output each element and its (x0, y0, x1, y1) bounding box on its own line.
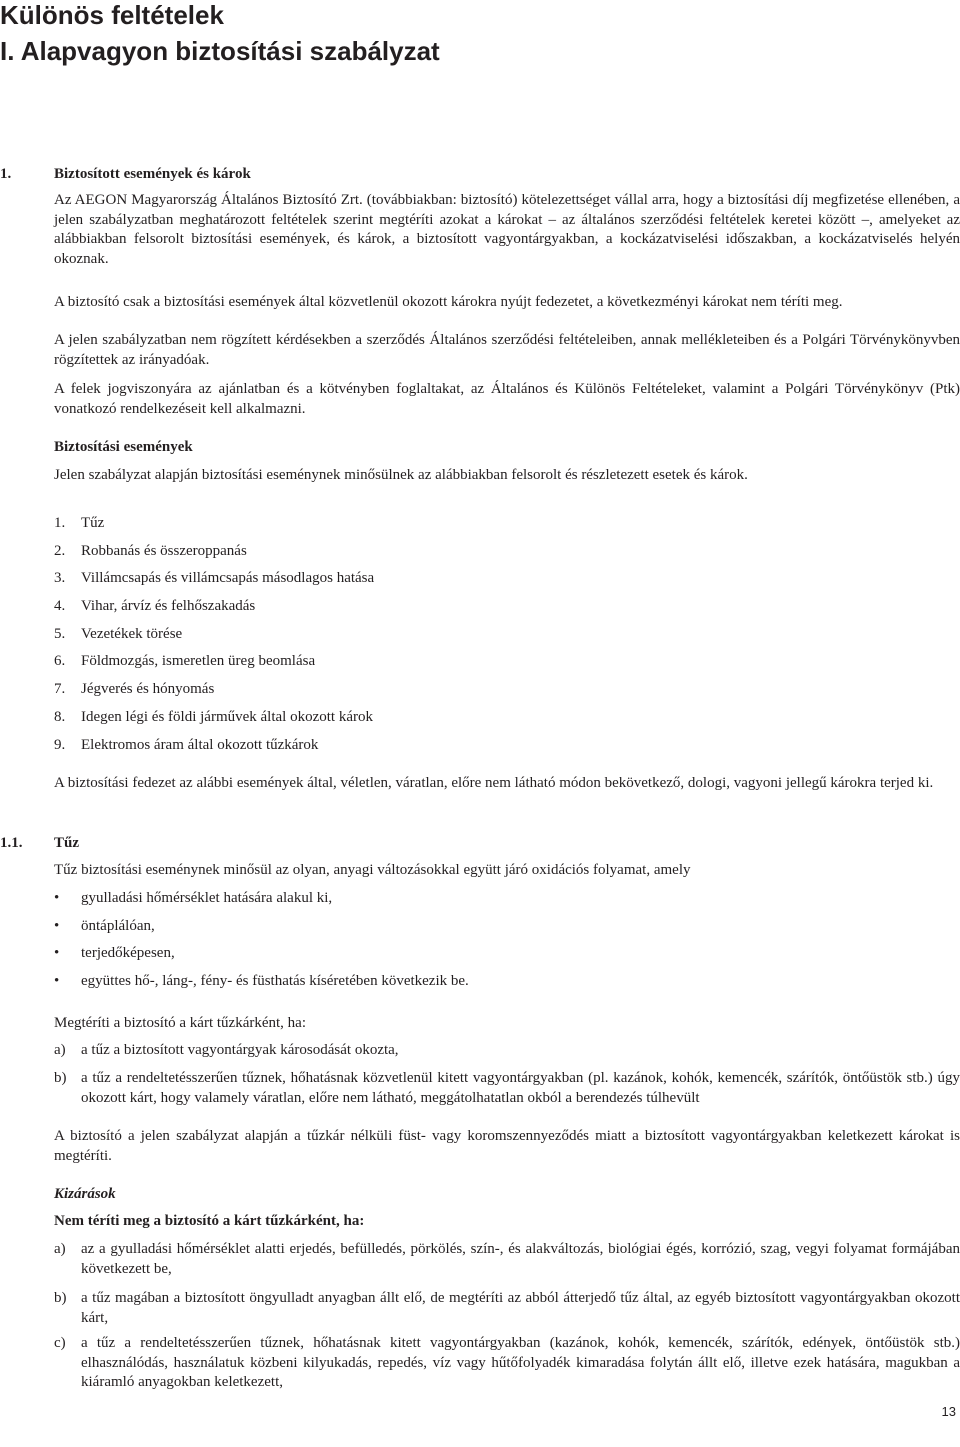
page-number: 13 (941, 1404, 956, 1419)
list-item: 3. Villámcsapás és villámcsapás másodlagos hatása (54, 570, 375, 587)
list-item: 8. Idegen légi és földi járművek által okozott károk (54, 708, 373, 725)
list-item: 5. Vezetékek törése (54, 625, 183, 642)
list-item: • öntáplálóan, (54, 917, 155, 934)
section-1-1-heading-text: Tűz (54, 835, 80, 851)
list-item: 4. Vihar, árvíz és felhőszakadás (54, 598, 256, 615)
fire-criteria-list (54, 889, 469, 1000)
list-item: • gyulladási hőmérséklet hatására alakul ki, (54, 890, 333, 906)
list-item: • terjedőképesen, (54, 945, 175, 962)
section-title: I. Alapvagyon biztosítási szabályzat (0, 36, 440, 66)
not-pays-item-a: a) az a gyulladási hőmérséklet alatti erjedés, befülledés, pörkölés, szín-, és alakváltozás, biológiai égés, korrózió, szag, vegyi folyamat formájában következett be, (54, 1241, 960, 1277)
section-1-heading (0, 165, 251, 185)
direct-damage-paragraph: A biztosító csak a biztosítási események által közvetlenül okozott károkra nyújt fedezetet, a következményi károkat nem téríti meg. (54, 294, 843, 310)
section-1-number: 1. (0, 166, 12, 182)
exclusions-heading: Kizárások (54, 1186, 116, 1202)
bullet-icon: • (54, 945, 60, 962)
events-list (54, 514, 374, 763)
list-item: 1. Tűz (54, 515, 105, 531)
intro-paragraph: Az AEGON Magyarország Általános Biztosító Zrt. (továbbiakban: biztosító) kötelezettséget vállal arra, hogy a biztosítási díj megfizetése ellenében, a jelen szabályzatban meghatározott feltételek szerint megtéríti azokat a károkat – az általános szerződési feltételek keretei között –, amelyeket az alábbiakban felsorolt biztosítási események, és károk, a biztosított vagyontárgyakban, a kockázatviselési időszakban, a kockázatviselés helyén okoznak. (54, 192, 960, 267)
section-1-heading-text: Biztosított események és károk (54, 166, 251, 182)
unregulated-questions-paragraph: A jelen szabályzatban nem rögzített kérdésekben a szerződés Általános szerződési feltételeiben, annak mellékleteiben és a Polgári Törvénykönyvben rögzítettek az irányadóak. (54, 332, 960, 368)
section-1-1-heading (0, 834, 79, 854)
events-intro: Jelen szabályzat alapján biztosítási eseménynek minősülnek az alábbiakban felsorolt és részletezett esetek és károk. (54, 467, 748, 483)
list-item: • együttes hő-, láng-, fény- és füsthatás kíséretében következik be. (54, 973, 469, 990)
bullet-icon: • (54, 890, 60, 906)
legal-relationship-paragraph: A felek jogviszonyára az ajánlatban és a kötvényben foglaltakat, az Általános és Különös Feltételeket, valamint a Polgári Törvénykönyv (Ptk) vonatkozó rendelkezéseit kell alkalmazni. (54, 381, 960, 417)
pays-item-a: a) a tűz a biztosított vagyontárgyak károsodását okozta, (54, 1042, 399, 1058)
list-item: 6. Földmozgás, ismeretlen üreg beomlása (54, 653, 316, 670)
section-1-1-number: 1.1. (0, 835, 23, 851)
pays-intro: Megtéríti a biztosító a kárt tűzkárként, ha: (54, 1015, 306, 1031)
page-title: Különös feltételek (0, 0, 224, 30)
coverage-paragraph: A biztosítási fedezet az alábbi események által, véletlen, váratlan, előre nem látható módon bekövetkező, dologi, vagyoni jellegű károkra terjed ki. (54, 775, 934, 791)
bullet-icon: • (54, 917, 60, 934)
list-item: 2. Robbanás és összeroppanás (54, 542, 247, 559)
list-item: 7. Jégverés és hónyomás (54, 681, 215, 698)
not-pays-item-c: c) a tűz a rendeltetésszerűen tűznek, hőhatásnak kitett vagyontárgyakban (kazánok, kohók, kemencék, szárítók, edények, öntőüstök stb.) elhasználódás, használatuk közbeni kilyukadás, repedés, víz vagy hűtőfolyadék kimaradása folytán állt elő, illetve ezek hatására, magukban a kiáramló anyagokban keletkezett, (54, 1335, 960, 1390)
smoke-damage-paragraph: A biztosító a jelen szabályzat alapján a tűzkár nélküli füst- vagy koromszennyeződés miatt a biztosított vagyontárgyakban keletkezett károkat is megtéríti. (54, 1128, 960, 1164)
not-pays-item-b: b) a tűz magában a biztosított öngyulladt anyagban állt elő, de megtéríti az abból átterjedő tűz által, az egyéb biztosított vagyontárgyakban okozott kárt, (54, 1290, 960, 1326)
pays-item-b: b) a tűz a rendeltetésszerűen tűznek, hőhatásnak közvetlenül kitett vagyontárgyakban (pl. kazánok, kohók, kemencék, szárítók, öntőüstök stb.) úgy okozott kárt, hogy valamely váratlan, előre nem látható, meggátolhatatlan okból a berendezés túlhevült (54, 1070, 960, 1106)
fire-definition: Tűz biztosítási eseménynek minősül az olyan, anyagi változásokkal együtt járó oxidációs folyamat, amely (54, 862, 691, 878)
not-pays-heading: Nem téríti meg a biztosító a kárt tűzkárként, ha: (54, 1213, 365, 1229)
list-item: 9. Elektromos áram által okozott tűzkárok (54, 736, 319, 753)
events-heading: Biztosítási események (54, 439, 193, 455)
bullet-icon: • (54, 973, 60, 990)
